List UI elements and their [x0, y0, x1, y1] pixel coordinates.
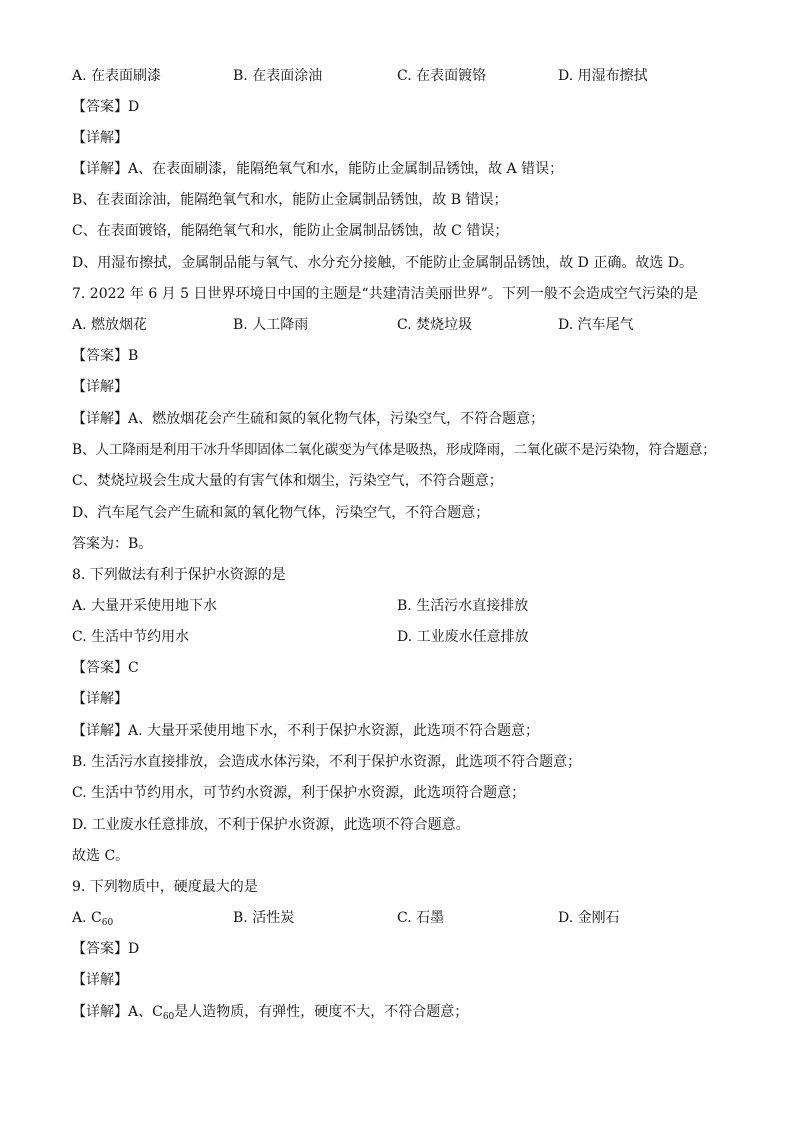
- q9-explanation-line: [72, 1002, 468, 1022]
- q8-explanation-line: D. 工业废水任意排放，不利于保护水资源，此选项不符合题意。: [72, 817, 470, 833]
- q9-explanation-suffix: 是人造物质，有弹性，硬度不大，不符合题意；: [174, 1004, 469, 1020]
- q6-option-d: D. 用湿布擦拭: [558, 68, 648, 84]
- q8-explanation-line: C. 生活中节约用水，可节约水资源，利于保护水资源，此选项符合题意；: [72, 785, 526, 801]
- q8-explanation-line: B. 生活污水直接排放，会造成水体污染，不利于保护水资源，此选项不符合题意；: [72, 754, 582, 770]
- q8-option-d: D. 工业废水任意排放: [397, 629, 529, 645]
- q7-conclusion: 答案为：B。: [72, 536, 153, 552]
- q9-explanation-prefix: 【详解】A、C: [72, 1004, 163, 1020]
- q7-answer: 【答案】B: [72, 348, 139, 364]
- q8-option-a: A. 大量开采使用地下水: [72, 598, 218, 614]
- q7-option-d: D. 汽车尾气: [558, 317, 634, 333]
- q7-explanation-line: D、汽车尾气会产生硫和氮的氧化物气体，污染空气，不符合题意；: [72, 505, 490, 521]
- q7-option-a: A. 燃放烟花: [72, 317, 148, 333]
- q7-explanation-line: 【详解】A、燃放烟花会产生硫和氮的氧化物气体，污染空气，不符合题意；: [72, 411, 545, 427]
- q6-explanation-line: B、在表面涂油，能隔绝氧气和水，能防止金属制品锈蚀，故 B 错误；: [72, 192, 508, 208]
- q7-option-b: B. 人工降雨: [233, 317, 309, 333]
- q6-explanation-line: 【详解】A、在表面刷漆，能隔绝氧气和水，能防止金属制品锈蚀，故 A 错误；: [72, 161, 564, 177]
- q9-option-a-prefix: A. C: [72, 910, 102, 926]
- q9-option-d: D. 金刚石: [558, 910, 620, 926]
- q9-option-a-subscript: 60: [101, 918, 114, 928]
- q9-option-b: B. 活性炭: [233, 910, 295, 926]
- q7-explanation-line: B、人工降雨是利用干冰升华即固体二氧化碳变为气体是吸热，形成降雨，二氧化碳不是污染物，符合题意；: [72, 442, 716, 458]
- q7-question: 7. 2022 年 6 月 5 日世界环境日中国的主题是“共建清洁美丽世界”。下列一般不会造成空气污染的是: [72, 286, 698, 302]
- q6-option-b: B. 在表面涂油: [233, 68, 323, 84]
- q8-explanation-line: 【详解】A. 大量开采使用地下水，不利于保护水资源，此选项不符合题意；: [72, 723, 540, 739]
- q6-answer: 【答案】D: [72, 99, 140, 115]
- q6-explanation-line: D、用湿布擦拭，金属制品能与氧气、水分充分接触，不能防止金属制品锈蚀，故 D 正确。故选 D。: [72, 255, 694, 271]
- q9-option-c: C. 石墨: [397, 910, 445, 926]
- q8-option-c: C. 生活中节约用水: [72, 629, 190, 645]
- q6-option-c: C. 在表面镀铬: [397, 68, 487, 84]
- q7-option-c: C. 焚烧垃圾: [397, 317, 473, 333]
- q9-answer: 【答案】D: [72, 941, 140, 957]
- q6-detail-heading: 【详解】: [72, 130, 128, 146]
- q8-question: 8. 下列做法有利于保护水资源的是: [72, 567, 286, 583]
- q8-answer: 【答案】C: [72, 660, 139, 676]
- q9-explanation-subscript: 60: [162, 1012, 175, 1022]
- q8-option-b: B. 生活污水直接排放: [397, 598, 529, 614]
- q9-question: 9. 下列物质中，硬度最大的是: [72, 879, 258, 895]
- q7-explanation-line: C、焚烧垃圾会生成大量的有害气体和烟尘，污染空气，不符合题意；: [72, 473, 503, 489]
- q8-conclusion: 故选 C。: [72, 848, 130, 864]
- q9-option-a: [72, 908, 113, 928]
- q7-detail-heading: 【详解】: [72, 379, 128, 395]
- q8-detail-heading: 【详解】: [72, 691, 128, 707]
- q6-option-a: A. 在表面刷漆: [72, 68, 162, 84]
- q9-detail-heading: 【详解】: [72, 972, 128, 988]
- q6-explanation-line: C、在表面镀铬，能隔绝氧气和水，能防止金属制品锈蚀，故 C 错误；: [72, 223, 509, 239]
